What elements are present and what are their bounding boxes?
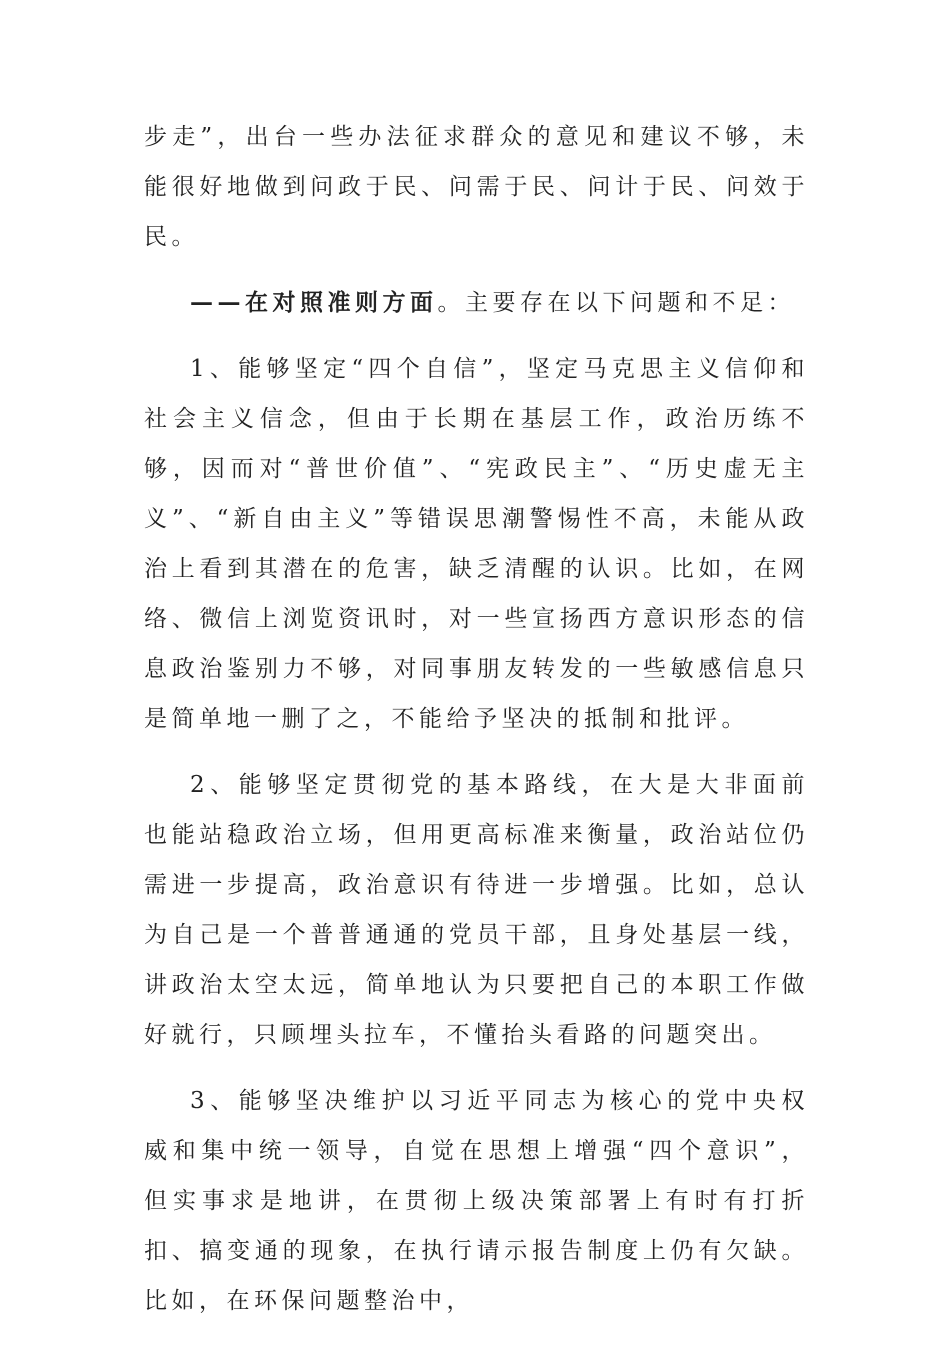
- paragraph-text: 步走”，出台一些办法征求群众的意见和建议不够，未能很好地做到问政于民、问需于民、问计于民、问效于民。: [144, 124, 809, 250]
- paragraph-item-1: [144, 344, 809, 744]
- paragraph-text: 2、能够坚定贯彻党的基本路线，在大是大非面前也能站稳政治立场，但用更高标准来衡量，政治站位仍需进一步提高，政治意识有待进一步增强。比如，总认为自己是一个普普通通的党员干部，且身处基层一线，讲政治太空太远，简单地认为只要把自己的本职工作做好就行，只顾埋头拉车，不懂抬头看路的问题突出。: [144, 772, 809, 1048]
- document-page: [144, 112, 809, 1326]
- paragraph-text: 1、能够坚定“四个自信”，坚定马克思主义信仰和社会主义信念，但由于长期在基层工作，政治历练不够，因而对“普世价值”、“宪政民主”、“历史虚无主义”、“新自由主义”等错误思潮警惕性不高，未能从政治上看到其潜在的危害，缺乏清醒的认识。比如，在网络、微信上浏览资讯时，对一些宣扬西方意识形态的信息政治鉴别力不够，对同事朋友转发的一些敏感信息只是简单地一删了之，不能给予坚决的抵制和批评。: [144, 356, 809, 732]
- paragraph-text: 3、能够坚决维护以习近平同志为核心的党中央权威和集中统一领导，自觉在思想上增强“四个意识”，但实事求是地讲，在贯彻上级决策部署上有时有打折扣、搞变通的现象，在执行请示报告制度上仍有欠缺。比如，在环保问题整治中，: [144, 1088, 809, 1314]
- paragraph-continuation: [144, 112, 809, 262]
- section-lead: ——在对照准则方面: [190, 289, 438, 316]
- paragraph-section-heading: [144, 278, 809, 328]
- paragraph-item-2: [144, 760, 809, 1060]
- paragraph-item-3: [144, 1076, 809, 1326]
- paragraph-text: 。主要存在以下问题和不足：: [437, 290, 795, 316]
